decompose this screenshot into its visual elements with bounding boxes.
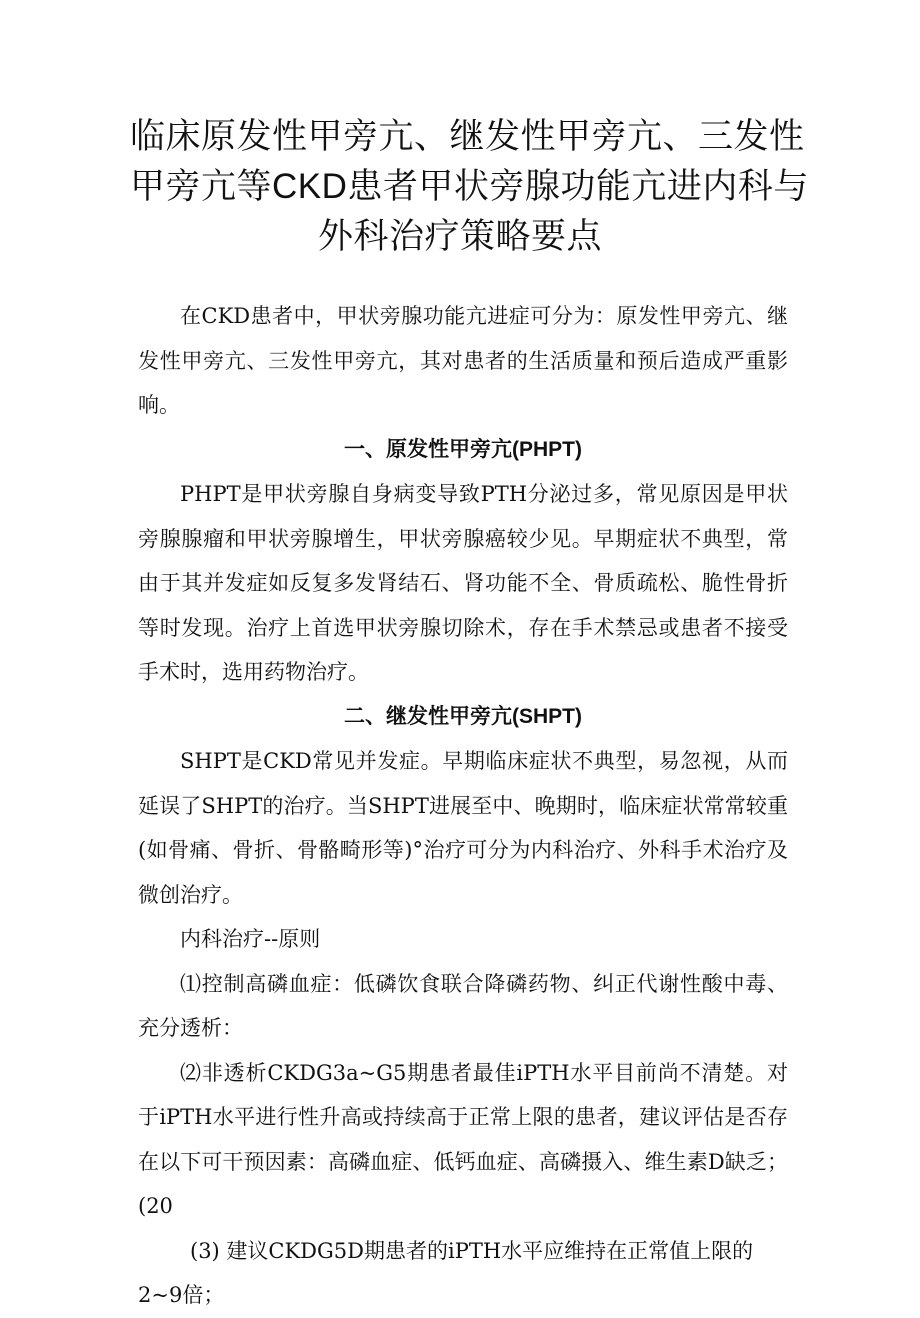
- title-line-2: 甲旁亢等CKD患者甲状旁腺功能亢进内科与: [130, 167, 809, 206]
- medical-treatment-subheading: 内科治疗--原则: [180, 927, 321, 951]
- phpt-paragraph: PHPT是甲状旁腺自身病变导致PTH分泌过多，常见原因是甲状旁腺腺瘤和甲状旁腺增生，甲状旁腺癌较少见。早期症状不典型，常由于其并发症如反复多发肾结石、肾功能不全、骨质疏松、脆性骨折等时发现。治疗上首选甲状旁腺切除术，存在手术禁忌或患者不接受手术时，选用药物治疗。: [138, 482, 788, 684]
- title-line-3: 外科治疗策略要点: [317, 217, 602, 256]
- principle-item-2: ⑵非透析CKDG3a~G5期患者最佳iPTH水平目前尚不清楚。对于iPTH水平进行性升高或持续高于正常上限的患者，建议评估是否存在以下可干预因素：高磷血症、低钙血症、高磷摄入、维生素D缺乏；(20: [138, 1060, 788, 1218]
- document-body: [138, 294, 788, 1318]
- intro-paragraph: 在CKD患者中，甲状旁腺功能亢进症可分为：原发性甲旁亢、继发性甲旁亢、三发性甲旁亢，其对患者的生活质量和预后造成严重影响。: [138, 304, 788, 417]
- section-heading-shpt: 二、继发性甲旁亢(SHPT): [344, 704, 582, 728]
- shpt-paragraph: SHPT是CKD常见并发症。早期临床症状不典型，易忽视，从而延误了SHPT的治疗。当SHPT进展至中、晚期时，临床症状常常较重(如骨痛、骨折、骨骼畸形等)°治疗可分为内科治疗、外科手术治疗及微创治疗。: [138, 749, 788, 907]
- section-heading-phpt: 一、原发性甲旁亢(PHPT): [344, 437, 582, 461]
- principle-item-3: (3) 建议CKDG5D期患者的iPTH水平应维持在正常值上限的2~9倍；: [138, 1238, 754, 1307]
- document-title: [130, 112, 809, 262]
- principle-item-1: ⑴控制高磷血症：低磷饮食联合降磷药物、纠正代谢性酸中毒、充分透析：: [138, 971, 788, 1040]
- title-line-1: 临床原发性甲旁亢、继发性甲旁亢、三发性: [130, 117, 805, 156]
